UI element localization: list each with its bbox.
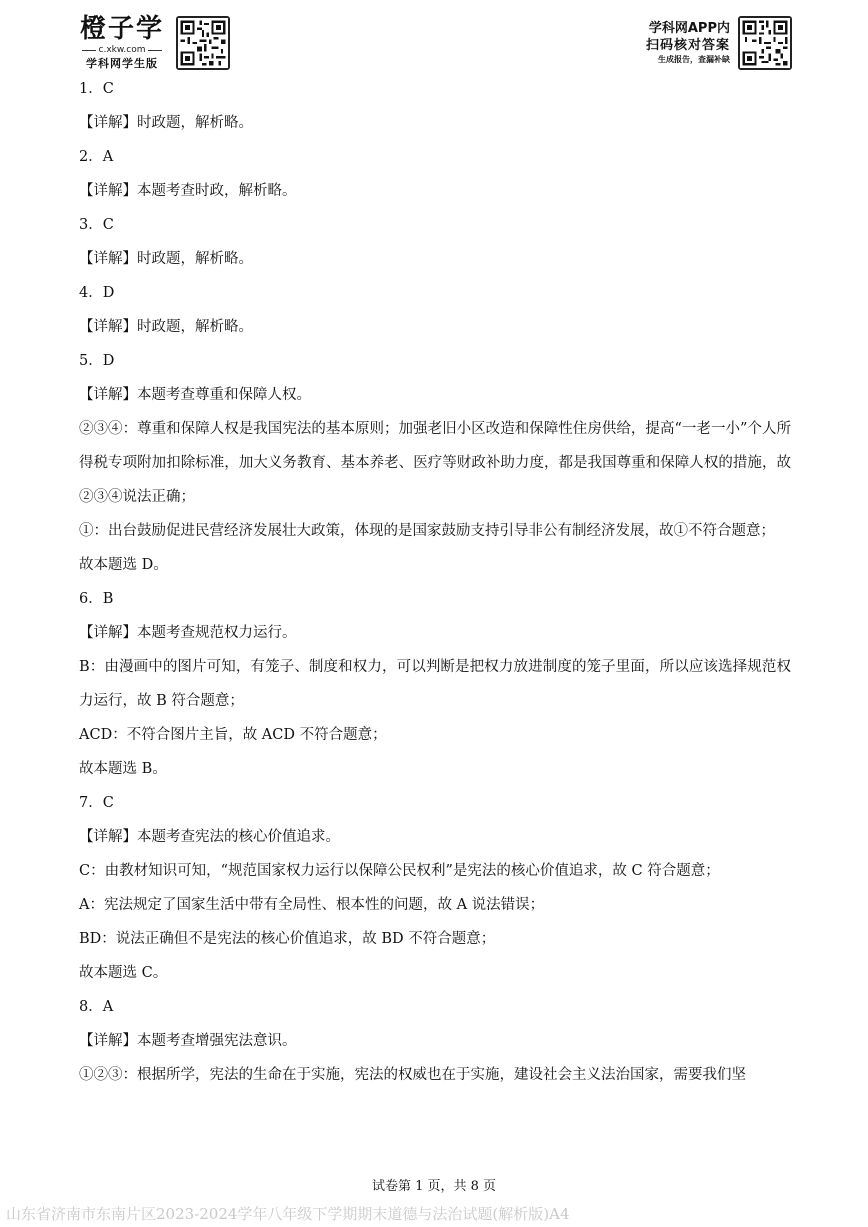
answer-explanation: 【详解】时政题，解析略。	[79, 115, 253, 131]
answer-number: 8．A	[79, 999, 114, 1015]
answer-explanation: 【详解】时政题，解析略。	[79, 319, 253, 335]
logo-url	[72, 44, 172, 56]
analysis-paragraph: ①：出台鼓励促进民营经济发展壮大政策，体现的是国家鼓励支持引导非公有制经济发展，故①不符合题意；	[79, 523, 775, 539]
answer-number: 3．C	[79, 217, 114, 233]
analysis-paragraph: BD：说法正确但不是宪法的核心价值追求，故 BD 不符合题意；	[79, 931, 496, 947]
app-promo-line2: 扫码核对答案	[645, 38, 730, 53]
answer-explanation: 【详解】本题考查增强宪法意识。	[79, 1033, 297, 1049]
answer-explanation: 【详解】时政题，解析略。	[79, 251, 253, 267]
answer-explanation: 【详解】本题考查规范权力运行。	[79, 625, 297, 641]
logo-subtitle: 学科网学生版	[86, 57, 158, 70]
analysis-paragraph: A：宪法规定了国家生活中带有全局性、根本性的问题，故 A 说法错误；	[79, 897, 545, 913]
analysis-paragraph: C：由教材知识可知，“规范国家权力运行以保障公民权利”是宪法的核心价值追求，故 C 符合题意；	[79, 863, 720, 879]
conclusion: 故本题选 C。	[79, 965, 168, 981]
divider	[82, 50, 96, 51]
analysis-paragraph: ②③④：尊重和保障人权是我国宪法的基本原则；加强老旧小区改造和保障性住房供给，提高“一老一小”个人所得税专项附加扣除标准，加大义务教育、基本养老、医疗等财政补助力度，都是我国尊重和保障人权的措施，故②③④说法正确；	[79, 421, 791, 505]
logo-url-text: c.xkw.com	[98, 45, 146, 55]
analysis-paragraph: ACD：不符合图片主旨，故 ACD 不符合题意；	[79, 727, 387, 743]
logo-title: 橙子学	[79, 14, 164, 44]
answer-number: 2．A	[79, 149, 114, 165]
app-promo	[646, 20, 730, 66]
analysis-paragraph: ①②③：根据所学，宪法的生命在于实施，宪法的权威也在于实施，建设社会主义法治国家，需要我们坚	[79, 1067, 746, 1083]
answer-explanation: 【详解】本题考查宪法的核心价值追求。	[79, 829, 340, 845]
answer-number: 5．D	[79, 353, 115, 369]
conclusion: 故本题选 D。	[79, 557, 168, 573]
answer-content	[79, 72, 791, 1092]
qr-code-icon	[176, 16, 230, 70]
answer-explanation: 【详解】本题考查时政，解析略。	[79, 183, 297, 199]
qr-code-icon	[738, 16, 792, 70]
xkw-logo	[72, 14, 172, 72]
divider	[148, 50, 162, 51]
answer-number: 7．C	[79, 795, 114, 811]
answer-number: 4．D	[79, 285, 115, 301]
analysis-paragraph: B：由漫画中的图片可知，有笼子、制度和权力，可以判断是把权力放进制度的笼子里面，所以应该选择规范权力运行，故 B 符合题意；	[79, 659, 791, 709]
app-promo-line1: 学科网APP内	[648, 21, 730, 36]
answer-number: 1．C	[79, 81, 114, 97]
document-source-watermark: 山东省济南市东南片区2023-2024学年八年级下学期期末道德与法治试题(解析版)A4	[6, 1205, 570, 1223]
app-promo-line3: 生成报告，查漏补缺	[658, 55, 730, 64]
page-number: 试卷第 1 页，共 8 页	[371, 1179, 497, 1194]
conclusion: 故本题选 B。	[79, 761, 167, 777]
page-header	[0, 0, 868, 80]
answer-number: 6．B	[79, 591, 114, 607]
answer-explanation: 【详解】本题考查尊重和保障人权。	[79, 387, 311, 403]
